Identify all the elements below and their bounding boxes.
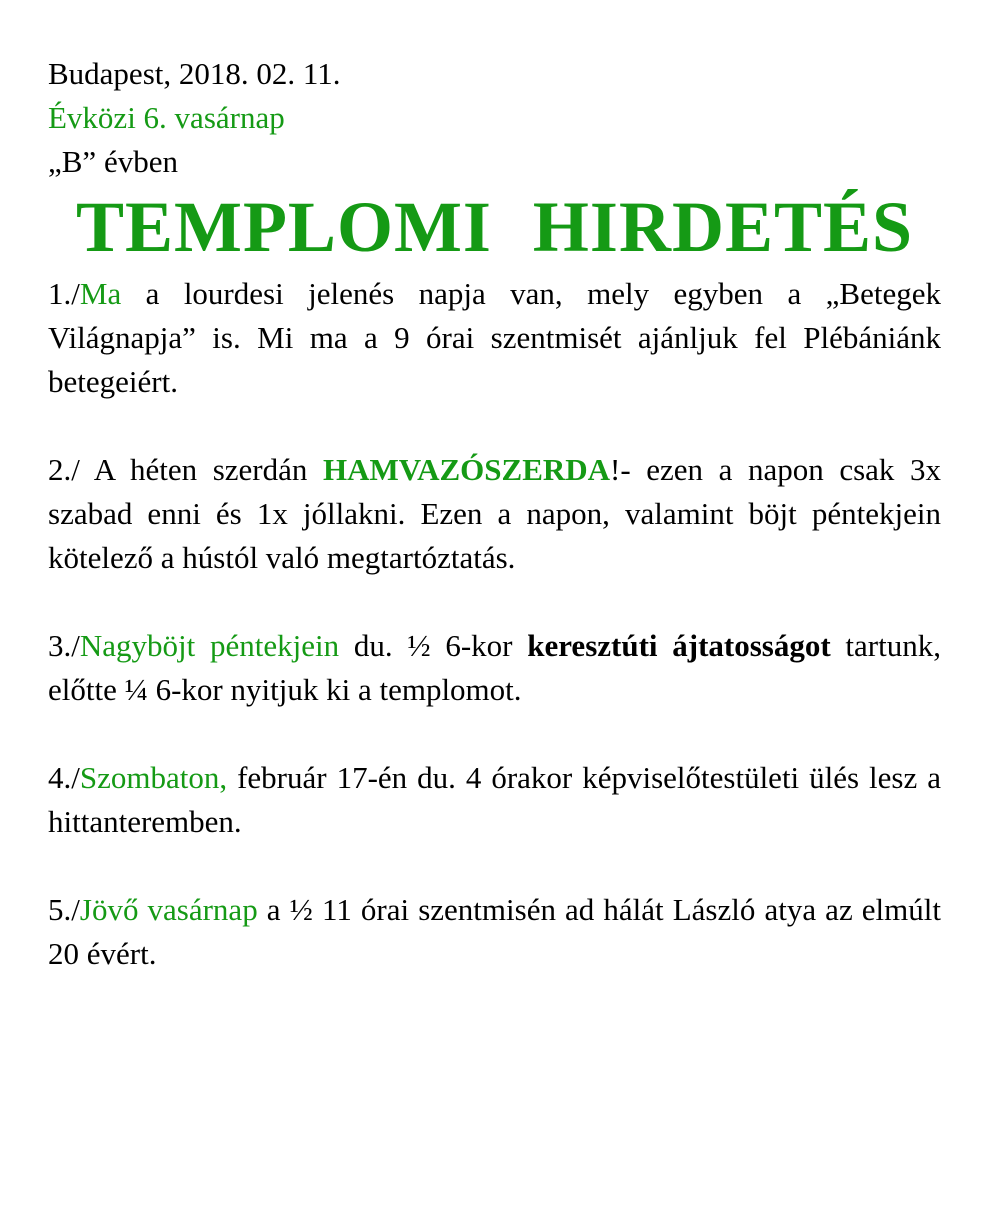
announcement-highlight: Nagyböjt péntekjein xyxy=(79,628,340,663)
announcement-number: 4./ xyxy=(48,760,80,795)
announcement-3 xyxy=(48,624,941,712)
announcement-4 xyxy=(48,756,941,844)
announcement-text: !- ezen a napon csak 3x szabad enni és 1x jóllakni. Ezen a napon, valamint böjt péntekjein kötelező a hústól való megtartóztatás. xyxy=(48,452,941,575)
announcement-number: 5./ xyxy=(48,892,80,927)
announcement-1 xyxy=(48,272,941,404)
announcement-highlight: HAMVAZÓSZERDA xyxy=(322,452,611,487)
announcement-text: február 17-én du. 4 órakor képviselőtestületi ülés lesz a hittanteremben. xyxy=(48,760,941,839)
announcement-text-before-bold: du. ½ 6-kor xyxy=(339,628,528,663)
date-line: Budapest, 2018. 02. 11. xyxy=(48,56,341,91)
announcement-highlight: Jövő vasárnap xyxy=(79,892,258,927)
announcement-bold: keresztúti ájtatosságot xyxy=(527,628,831,663)
announcement-highlight: Szombaton, xyxy=(79,760,228,795)
announcement-text: a lourdesi jelenés napja van, mely egyben a „Betegek Világnapja” is. Mi ma a 9 órai szentmisét ajánljuk fel Plébániánk betegeiért. xyxy=(48,276,941,399)
announcement-5 xyxy=(48,888,941,976)
announcement-number: 1./ xyxy=(48,276,80,311)
announcement-number: 3./ xyxy=(48,628,80,663)
announcement-text: tartunk, előtte ¼ 6-kor nyitjuk ki a templomot. xyxy=(48,628,941,707)
year-cycle: „B” évben xyxy=(48,144,178,179)
announcement-text: a ½ 11 órai szentmisén ad hálát László atya az elmúlt 20 évért. xyxy=(48,892,941,971)
announcement-document xyxy=(48,52,941,976)
announcement-2 xyxy=(48,448,941,580)
liturgical-day: Évközi 6. vasárnap xyxy=(48,100,285,135)
page-title: TEMPLOMI HIRDETÉS xyxy=(75,187,914,267)
announcement-number: 2./ A héten szerdán xyxy=(48,452,323,487)
announcement-highlight: Ma xyxy=(79,276,122,311)
